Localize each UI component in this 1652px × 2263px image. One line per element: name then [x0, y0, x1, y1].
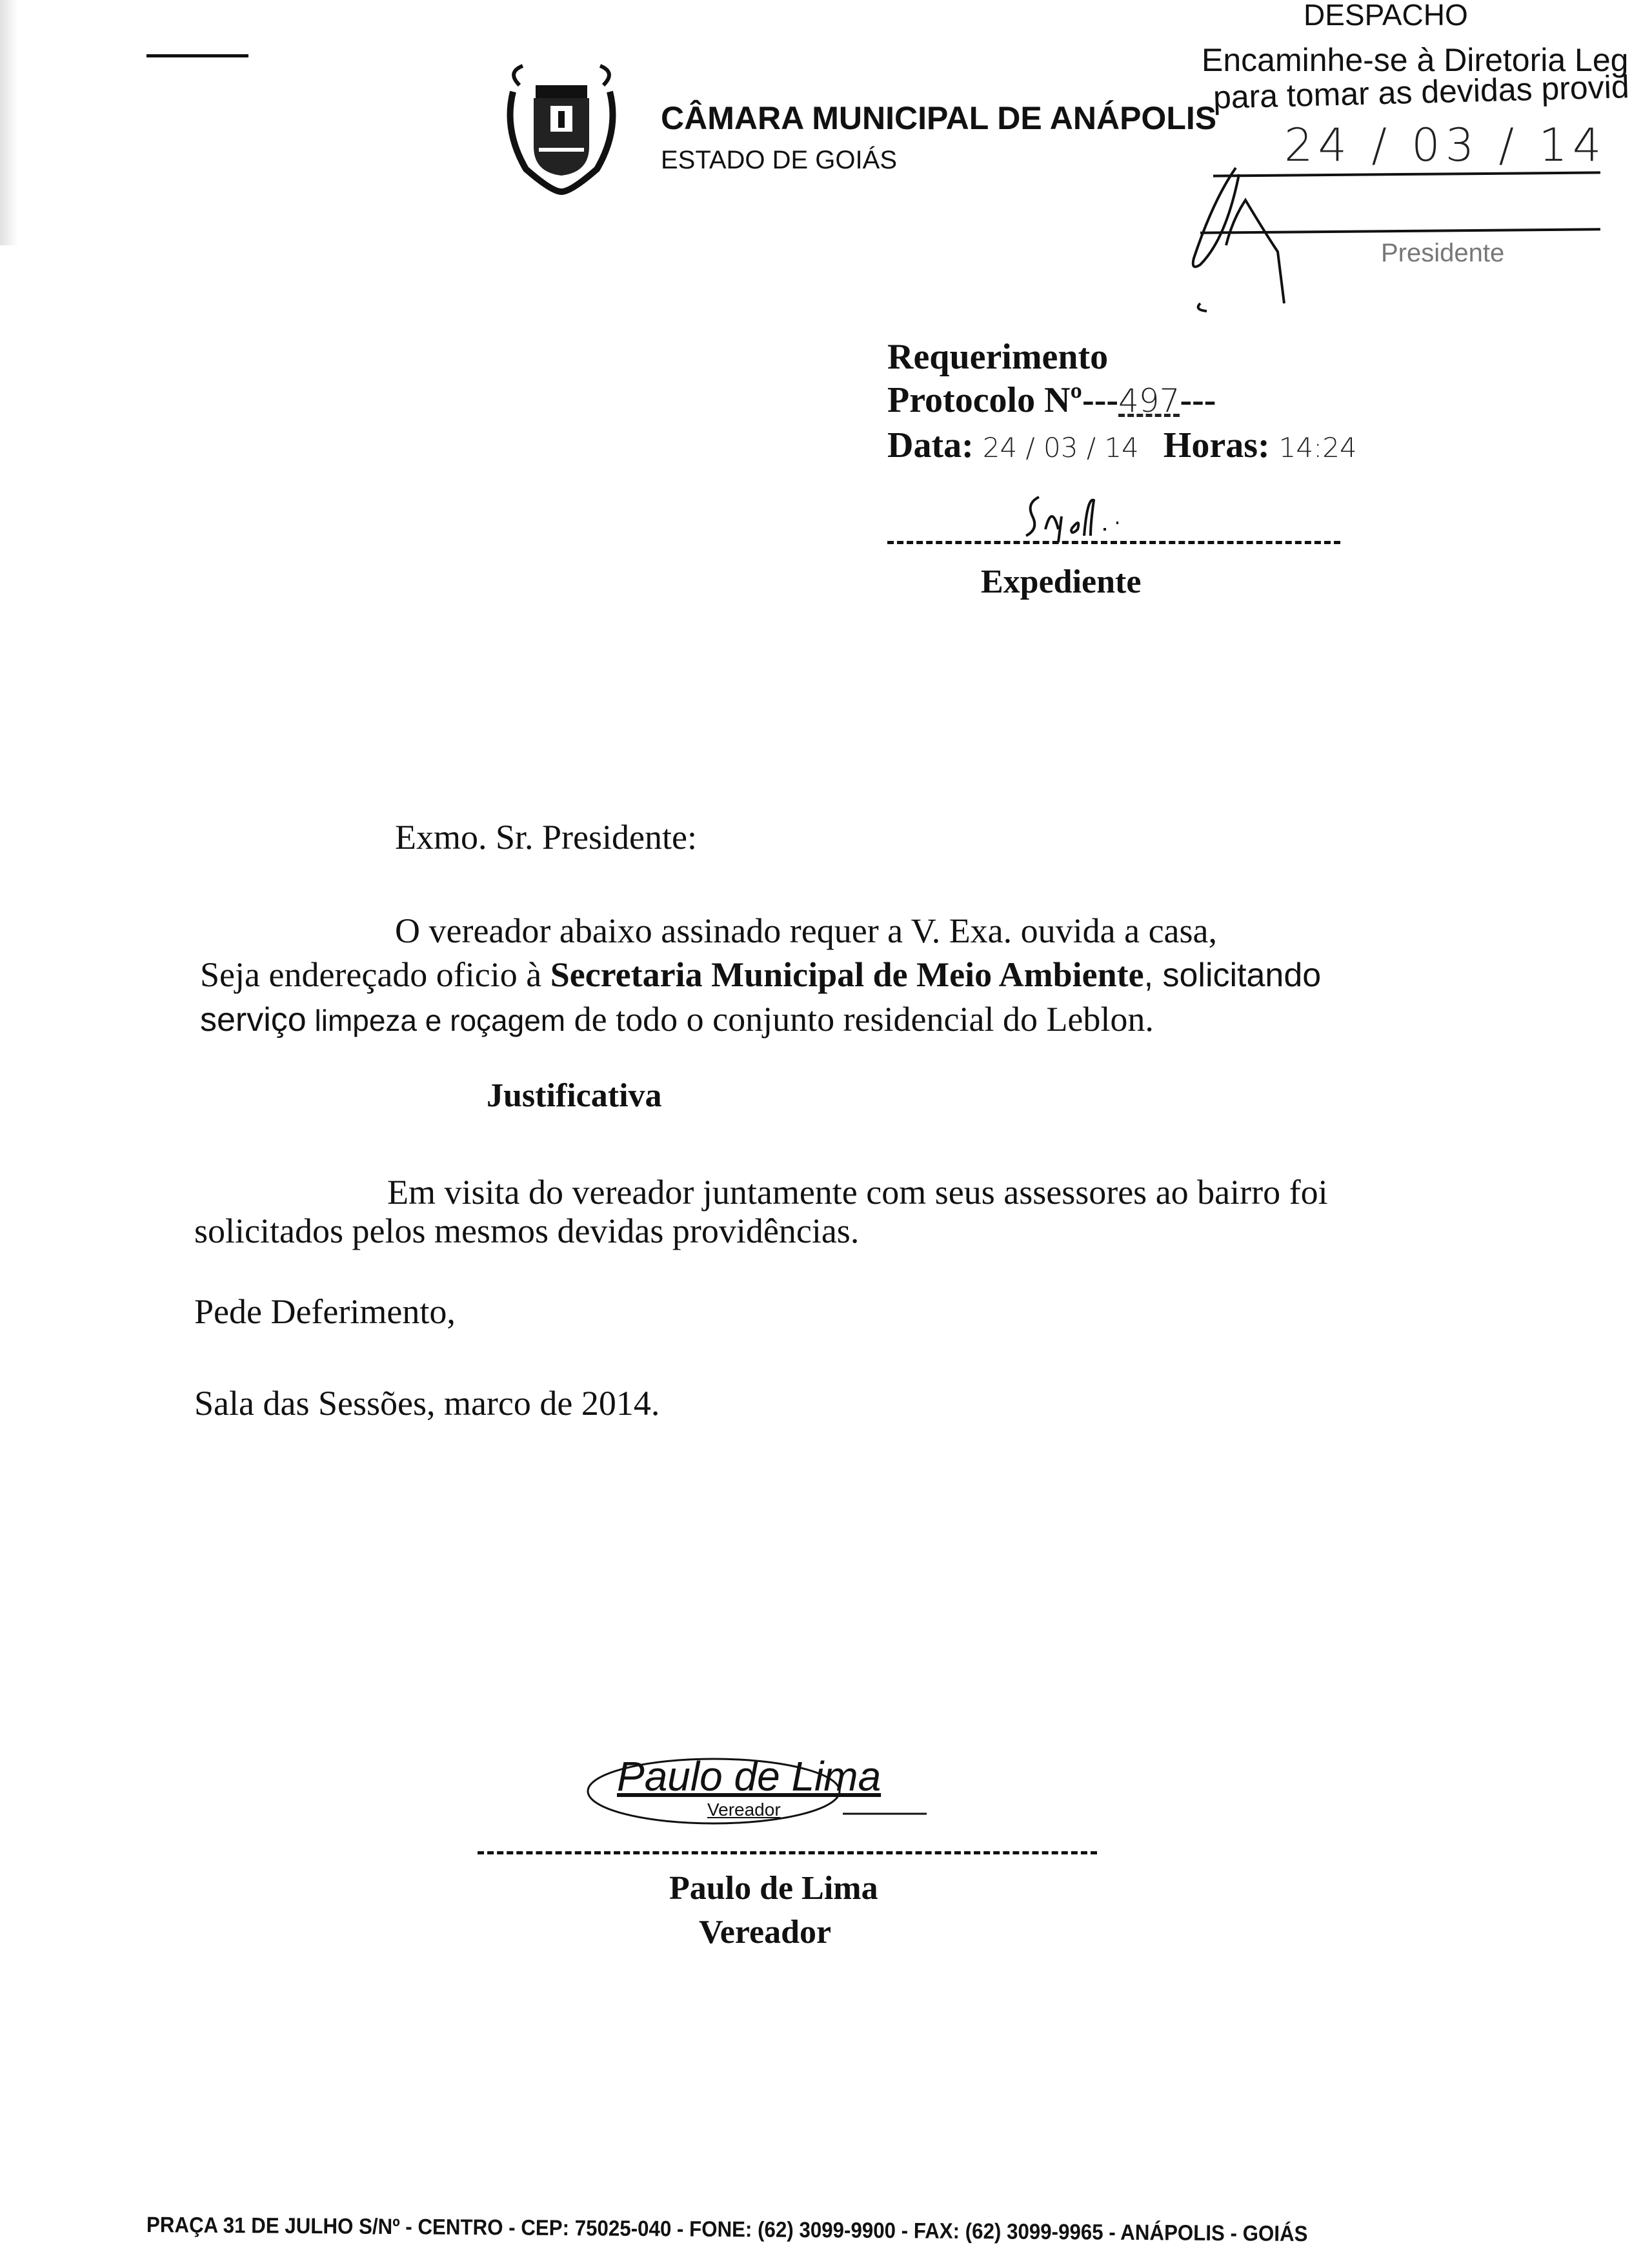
secretariat-name: Secretaria Municipal de Meio Ambiente	[550, 955, 1144, 994]
stamp-title: DESPACHO	[1304, 0, 1468, 32]
footer-address: PRAÇA 31 DE JULHO S/Nº - CENTRO - CEP: 75025-040 - FONE: (62) 3099-9900 - FAX: (62) 3099-9965 - ANÁPOLIS - GOIÁS	[146, 2213, 1308, 2247]
document-type: Requerimento	[887, 337, 1109, 377]
crest-icon	[494, 59, 629, 195]
stamp-line2: para tomar as devidas provid	[1213, 68, 1630, 116]
expediente-label: Expediente	[981, 563, 1142, 600]
paragraph-line: Seja endereçado oficio à Secretaria Municipal de Meio Ambiente, solicitando	[200, 955, 1322, 994]
protocol-label: Protocolo Nº	[887, 380, 1083, 420]
protocol-value: 497	[1118, 382, 1180, 420]
stamp-name: Paulo de Lima	[617, 1753, 881, 1800]
stamp-line1: Encaminhe-se à Diretoria Leg	[1202, 42, 1629, 78]
justification-line: solicitados pelos mesmos devidas providências.	[194, 1212, 860, 1250]
hours-value: 14:24	[1278, 432, 1357, 463]
signature-line	[478, 1851, 1097, 1854]
closing: Pede Deferimento,	[194, 1292, 456, 1331]
stamp-signature-label: Presidente	[1381, 239, 1505, 267]
hours-label: Horas:	[1163, 425, 1270, 465]
paragraph-line: serviço limpeza e roçagem de todo o conjunto residencial do Leblon.	[200, 1000, 1154, 1039]
scan-edge	[0, 0, 18, 245]
stamp-role: Vereador	[707, 1800, 781, 1820]
signature-stamp	[585, 1743, 927, 1827]
place-date: Sala das Sessões, marco de 2014.	[194, 1384, 660, 1423]
institution-name: CÂMARA MUNICIPAL DE ANÁPOLIS	[661, 100, 1217, 136]
signer-role: Vereador	[699, 1914, 832, 1951]
justification-line: Em visita do vereador juntamente com seus assessores ao bairro foi	[387, 1173, 1328, 1212]
signer-name: Paulo de Lima	[669, 1870, 878, 1907]
scan-mark	[146, 54, 248, 57]
date-value: 24 / 03 / 14	[982, 432, 1139, 463]
stamp-date: 24 / 03 / 14	[1284, 119, 1607, 172]
justification-title: Justificativa	[487, 1077, 662, 1114]
paragraph-line: O vereador abaixo assinado requer a V. Exa. ouvida a casa,	[395, 911, 1218, 950]
salutation: Exmo. Sr. Presidente:	[395, 818, 697, 857]
protocol-number: Protocolo Nº---497---	[887, 380, 1216, 420]
state-name: ESTADO DE GOIÁS	[661, 146, 897, 174]
expediente-line	[887, 541, 1340, 544]
date-label: Data:	[887, 425, 974, 465]
protocol-date	[887, 427, 1357, 463]
president-signature	[1187, 161, 1342, 319]
